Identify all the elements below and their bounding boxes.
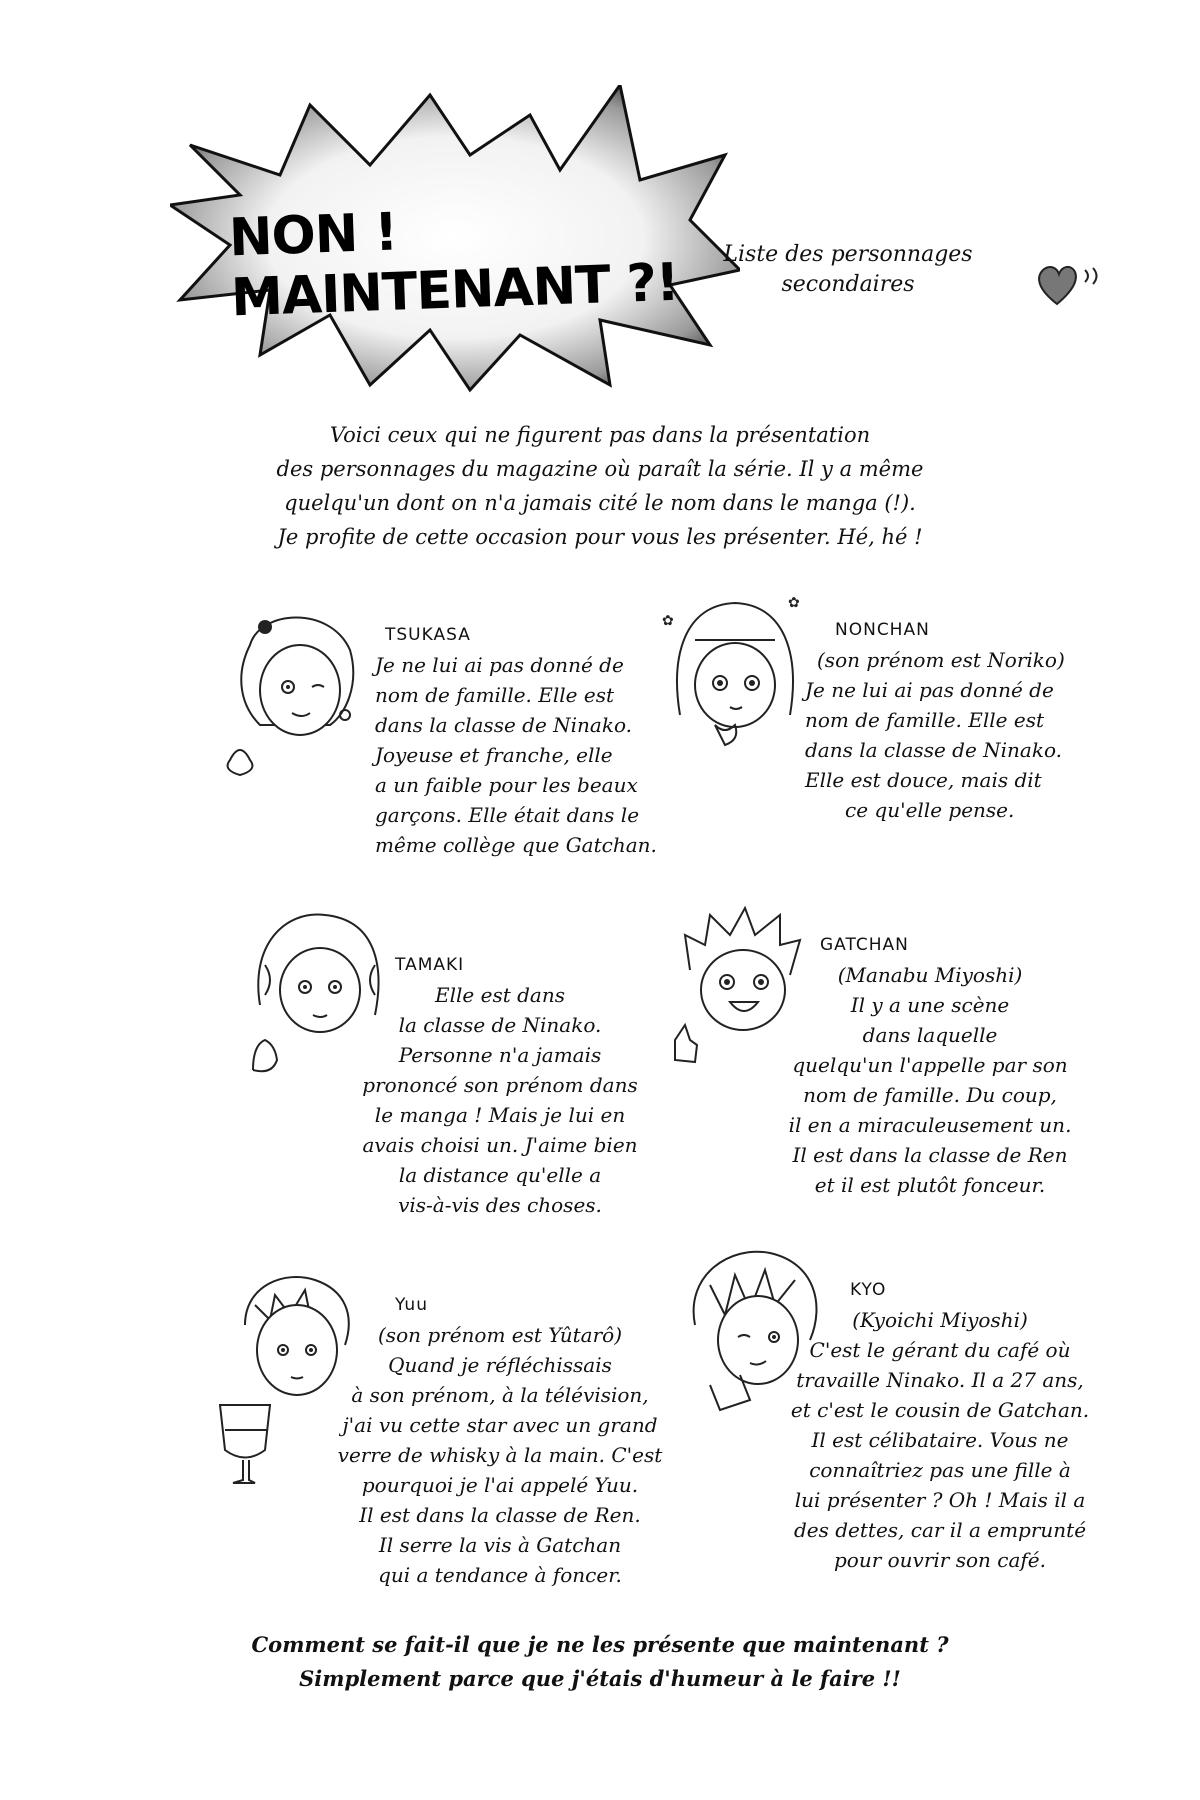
character-line: et il est plutôt fonceur. [814,1173,1046,1197]
character-line: Quand je réfléchissais [388,1353,612,1377]
character-yuu [320,1290,680,1590]
tsukasa-portrait [220,605,370,780]
character-line: Il est dans la classe de Ren. [359,1503,641,1527]
heart-icon [1035,260,1115,310]
outro-line: Simplement parce que j'étais d'humeur à le faire !! [299,1666,901,1691]
character-line: la classe de Ninako. [398,1013,602,1037]
outro-paragraph [200,1628,1000,1696]
character-line: a un faible pour les beaux [375,773,638,797]
svg-text:✿: ✿ [788,595,800,611]
character-line: et c'est le cousin de Gatchan. [790,1398,1090,1422]
nonchan-portrait [660,595,810,770]
character-line: avais choisi un. J'aime bien [362,1133,638,1157]
character-line: garçons. Elle était dans le [375,803,640,827]
character-line: lui présenter ? Oh ! Mais il a [794,1488,1086,1512]
title-burst [170,85,740,395]
character-name: GATCHAN [820,935,909,955]
character-line: prononcé son prénom dans [362,1073,638,1097]
character-line: même collège que Gatchan. [375,833,657,857]
character-line: nom de famille. Elle est [805,708,1044,732]
character-line: C'est le gérant du café où [809,1338,1071,1362]
svg-text:✿: ✿ [662,613,674,629]
character-name: KYO [850,1280,887,1300]
character-line: il en a miraculeusement un. [788,1113,1072,1137]
character-tamaki [340,950,660,1220]
character-line: vis-à-vis des choses. [398,1193,602,1217]
character-line: ce qu'elle pense. [845,798,1015,822]
page-title: NON ! MAINTENANT ?! [228,202,680,329]
character-line: qui a tendance à foncer. [378,1563,622,1587]
subtitle-line: Liste des personnages [723,242,973,267]
character-line: Elle est douce, mais dit [805,768,1042,792]
character-line: à son prénom, à la télévision, [351,1383,649,1407]
intro-line: des personnages du magazine où paraît la série. Il y a même [276,457,924,481]
character-line: pourquoi je l'ai appelé Yuu. [361,1473,639,1497]
character-line: dans la classe de Ninako. [375,713,633,737]
character-nonchan [805,615,1105,825]
character-line: (Kyoichi Miyoshi) [852,1308,1028,1332]
intro-line: Voici ceux qui ne figurent pas dans la présentation [329,423,871,447]
character-kyo [760,1275,1120,1575]
character-line: Je ne lui ai pas donné de [375,653,624,677]
character-line: dans laquelle [862,1023,998,1047]
character-line: (son prénom est Noriko) [817,648,1065,672]
character-name: TSUKASA [385,625,471,645]
character-line: Il serre la vis à Gatchan [378,1533,622,1557]
character-line: le manga ! Mais je lui en [374,1103,626,1127]
intro-line: quelqu'un dont on n'a jamais cité le nom dans le manga (!). [284,491,916,515]
character-name: TAMAKI [395,955,465,975]
character-line: travaille Ninako. Il a 27 ans, [796,1368,1084,1392]
character-line: pour ouvrir son café. [833,1548,1046,1572]
subtitle [718,240,978,300]
character-line: Joyeuse et franche, elle [375,743,613,767]
outro-line: Comment se fait-il que je ne les présente que maintenant ? [251,1632,949,1657]
character-line: verre de whisky à la main. C'est [337,1443,663,1467]
character-line: connaîtriez pas une fille à [809,1458,1071,1482]
character-line: Il est célibataire. Vous ne [811,1428,1069,1452]
character-line: j'ai vu cette star avec un grand [342,1413,658,1437]
character-line: Il y a une scène [850,993,1010,1017]
character-line: nom de famille. Elle est [375,683,614,707]
character-line: des dettes, car il a emprunté [793,1518,1087,1542]
character-name: NONCHAN [835,620,930,640]
character-line: (Manabu Miyoshi) [837,963,1023,987]
character-line: Il est dans la classe de Ren [792,1143,1068,1167]
character-line: nom de famille. Du coup, [803,1083,1057,1107]
character-line: quelqu'un l'appelle par son [792,1053,1068,1077]
intro-line: Je profite de cette occasion pour vous les présenter. Hé, hé ! [277,525,923,549]
character-name: Yuu [395,1295,428,1315]
character-line: (son prénom est Yûtarô) [378,1323,622,1347]
character-line: la distance qu'elle a [398,1163,602,1187]
character-line: Elle est dans [435,983,565,1007]
character-tsukasa [375,620,675,860]
character-line: Je ne lui ai pas donné de [805,678,1054,702]
subtitle-line: secondaires [781,272,915,297]
character-line: dans la classe de Ninako. [805,738,1063,762]
intro-paragraph [200,418,1000,554]
character-line: Personne n'a jamais [398,1043,602,1067]
character-gatchan [750,930,1110,1200]
